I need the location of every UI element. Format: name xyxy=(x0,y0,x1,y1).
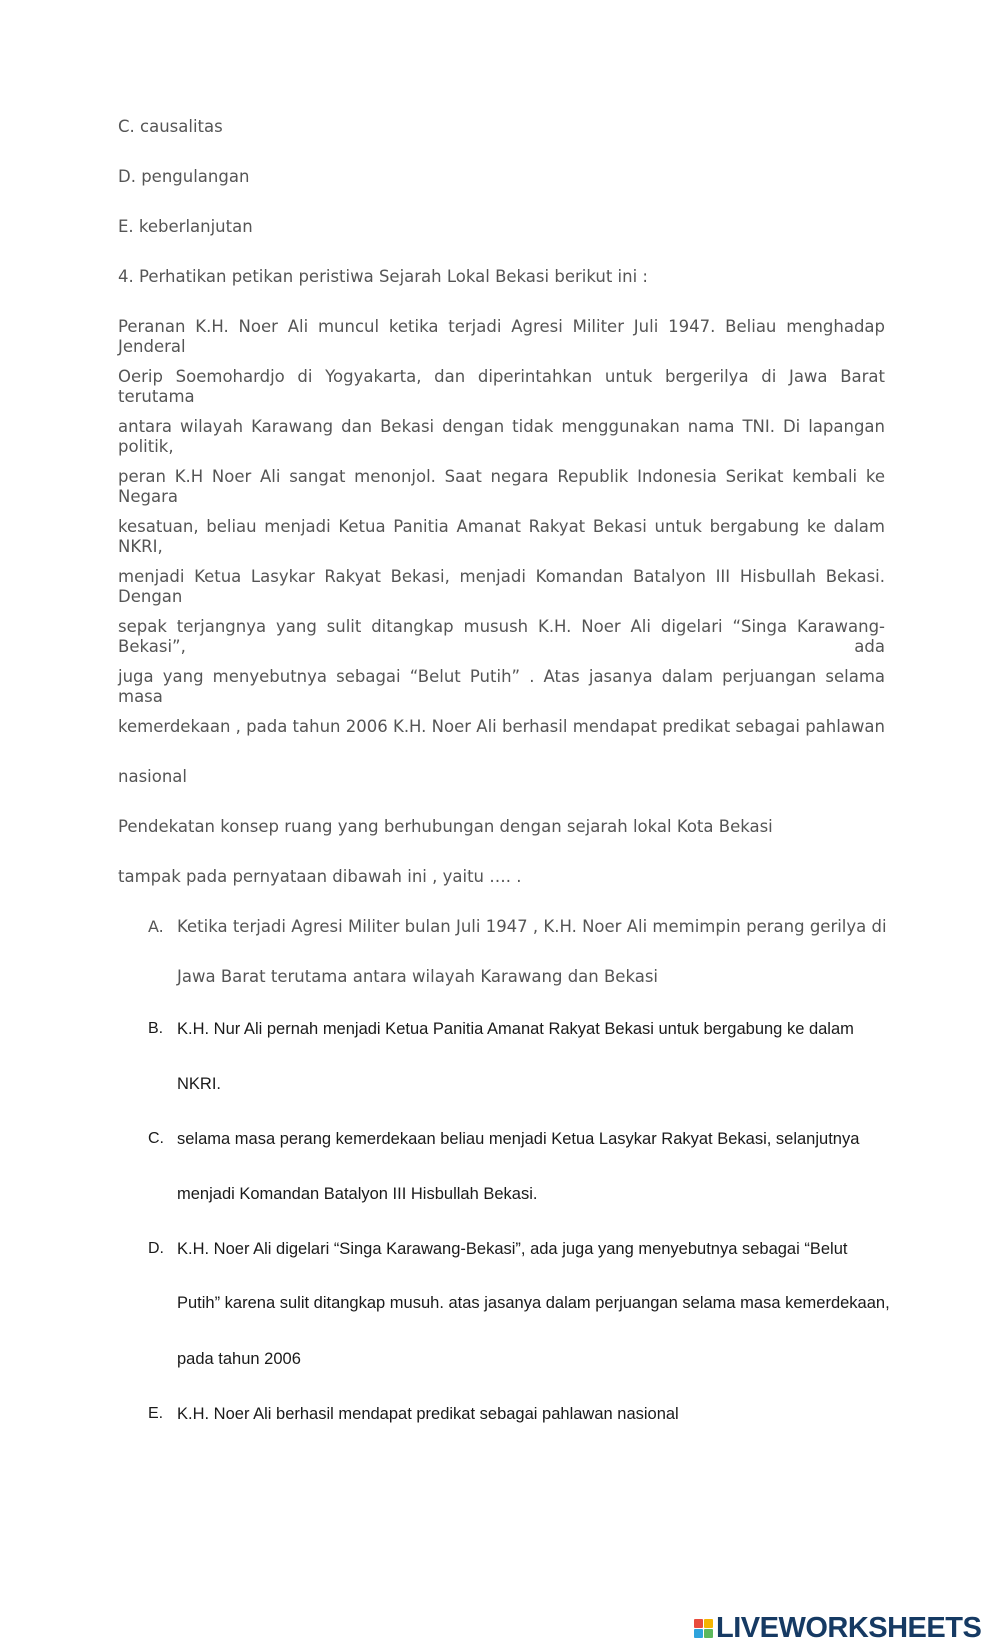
option-e-line1: K.H. Noer Ali berhasil mendapat predikat sebagai pahlawan nasional xyxy=(177,1405,679,1423)
option-c-letter: C. xyxy=(148,1130,164,1147)
option-c-line2: menjadi Komandan Batalyon III Hisbullah Bekasi. xyxy=(177,1185,538,1203)
passage-line: menjadi Ketua Lasykar Rakyat Bekasi, menjadi Komandan Batalyon III Hisbullah Bekasi. Dengan xyxy=(118,567,885,606)
prev-option-c: C. causalitas xyxy=(118,117,223,136)
logo-square xyxy=(704,1629,713,1638)
passage-last-line: nasional xyxy=(118,767,187,786)
passage-line: kesatuan, beliau menjadi Ketua Panitia Amanat Rakyat Bekasi untuk bergabung ke dalam NKRI, xyxy=(118,517,885,556)
option-a-line1: Ketika terjadi Agresi Militer bulan Juli 1947 , K.H. Noer Ali memimpin perang gerilya di xyxy=(177,917,887,936)
option-a-line2: Jawa Barat terutama antara wilayah Karawang dan Bekasi xyxy=(177,967,659,986)
option-b-letter: B. xyxy=(148,1020,164,1037)
option-c-line1: selama masa perang kemerdekaan beliau menjadi Ketua Lasykar Rakyat Bekasi, selanjutnya xyxy=(177,1130,860,1148)
option-a-letter: A. xyxy=(148,917,164,936)
option-d-line1: K.H. Noer Ali digelari “Singa Karawang-Bekasi”, ada juga yang menyebutnya sebagai “Belut xyxy=(177,1240,848,1258)
prev-option-e: E. keberlanjutan xyxy=(118,217,253,236)
passage-line: Oerip Soemohardjo di Yogyakarta, dan diperintahkan untuk bergerilya di Jawa Barat terutama xyxy=(118,367,885,406)
option-b-line2: NKRI. xyxy=(177,1075,222,1093)
option-b-line1: K.H. Nur Ali pernah menjadi Ketua Panitia Amanat Rakyat Bekasi untuk bergabung ke dalam xyxy=(177,1020,854,1038)
question-prompt-line2: tampak pada pernyataan dibawah ini , yaitu …. . xyxy=(118,867,522,886)
option-e-letter: E. xyxy=(148,1405,164,1422)
passage-line: juga yang menyebutnya sebagai “Belut Putih” . Atas jasanya dalam perjuangan selama masa xyxy=(118,667,885,706)
question-prompt-line1: Pendekatan konsep ruang yang berhubungan dengan sejarah lokal Kota Bekasi xyxy=(118,817,773,836)
option-d-line3: pada tahun 2006 xyxy=(177,1350,301,1368)
passage-line: kemerdekaan , pada tahun 2006 K.H. Noer Ali berhasil mendapat predikat sebagai pahlawan xyxy=(118,717,885,736)
passage-line: Peranan K.H. Noer Ali muncul ketika terjadi Agresi Militer Juli 1947. Beliau menghadap Jenderal xyxy=(118,317,885,356)
question-heading: 4. Perhatikan petikan peristiwa Sejarah Lokal Bekasi berikut ini : xyxy=(118,267,648,286)
passage-line: antara wilayah Karawang dan Bekasi dengan tidak menggunakan nama TNI. Di lapangan politik, xyxy=(118,417,885,456)
passage-line: sepak terjangnya yang sulit ditangkap musush K.H. Noer Ali digelari “Singa Karawang-Bekasi”, ada xyxy=(118,617,885,656)
logo-square xyxy=(704,1619,713,1628)
passage-line: peran K.H Noer Ali sangat menonjol. Saat negara Republik Indonesia Serikat kembali ke Negara xyxy=(118,467,885,506)
prev-option-d: D. pengulangan xyxy=(118,167,250,186)
logo-text: LIVEWORKSHEETS xyxy=(716,1611,982,1644)
liveworksheets-logo xyxy=(694,1610,981,1646)
option-d-letter: D. xyxy=(148,1240,164,1257)
logo-icon xyxy=(694,1619,713,1638)
option-d-line2: Putih” karena sulit ditangkap musuh. atas jasanya dalam perjuangan selama masa kemerdekaan, xyxy=(177,1294,890,1312)
logo-square xyxy=(694,1619,703,1628)
logo-square xyxy=(694,1629,703,1638)
